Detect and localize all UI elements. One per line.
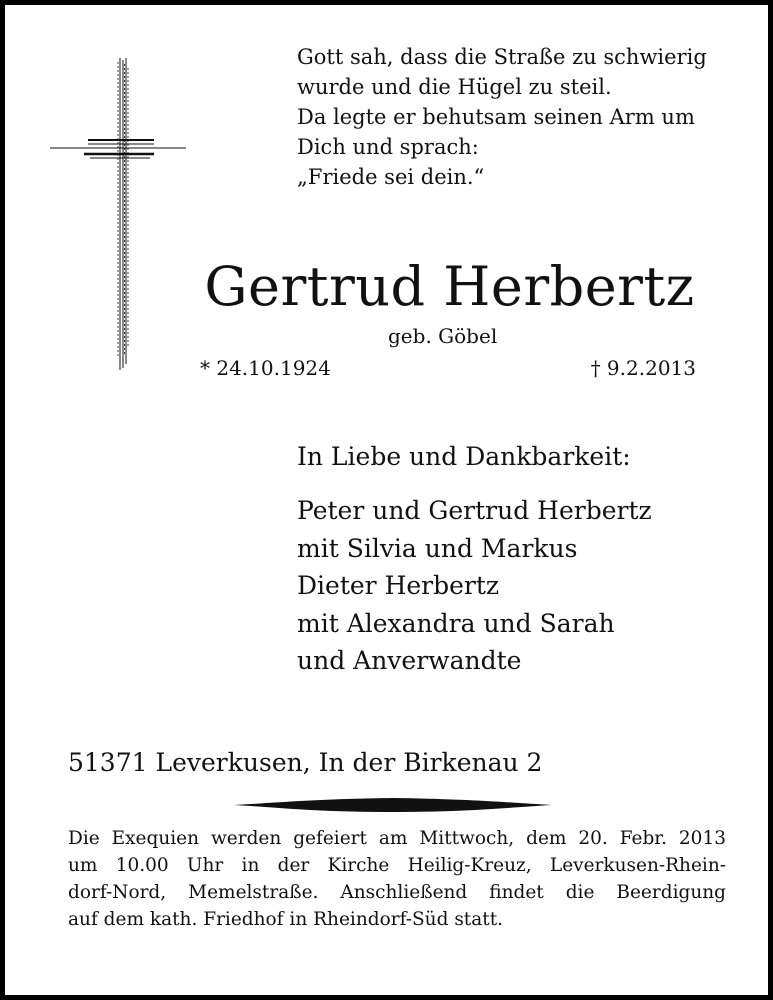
notice-line: auf dem kath. Friedhof in Rheindorf-Süd statt. (68, 909, 504, 930)
poem-line: „Friede sei dein.“ (297, 165, 485, 189)
maiden-name: geb. Göbel (388, 324, 498, 348)
mourner-line: mit Alexandra und Sarah (297, 608, 615, 638)
mourners-heading: In Liebe und Dankbarkeit: (297, 442, 631, 471)
mourner-line: mit Silvia und Markus (297, 533, 578, 563)
notice-line: um 10.00 Uhr in der Kirche Heilig-Kreuz, Leverkusen-Rhein- (68, 855, 726, 876)
poem-line: Da legte er behutsam seinen Arm um (297, 105, 695, 129)
poem (297, 42, 727, 192)
birth-date: * 24.10.1924 (200, 356, 331, 380)
mourner-line: und Anverwandte (297, 646, 522, 675)
mourner-line: Peter und Gertrud Herbertz (297, 496, 652, 525)
deceased-name: Gertrud Herbertz (204, 255, 695, 318)
notice-line: Die Exequien werden gefeiert am Mittwoch, dem 20. Febr. 2013 (68, 828, 726, 849)
poem-line: wurde und die Hügel zu steil. (297, 75, 612, 99)
mourners-list (297, 492, 652, 680)
death-date: † 9.2.2013 (590, 356, 696, 380)
funeral-notice (68, 825, 726, 933)
cross-icon (50, 58, 190, 370)
poem-line: Dich und sprach: (297, 135, 479, 159)
poem-line: Gott sah, dass die Straße zu schwierig (297, 45, 707, 69)
brush-stroke-divider (234, 796, 552, 814)
notice-line: dorf-Nord, Memelstraße. Anschließend findet die Beerdigung (68, 882, 726, 903)
mourner-line: Dieter Herbertz (297, 571, 500, 600)
address: 51371 Leverkusen, In der Birkenau 2 (68, 748, 543, 777)
